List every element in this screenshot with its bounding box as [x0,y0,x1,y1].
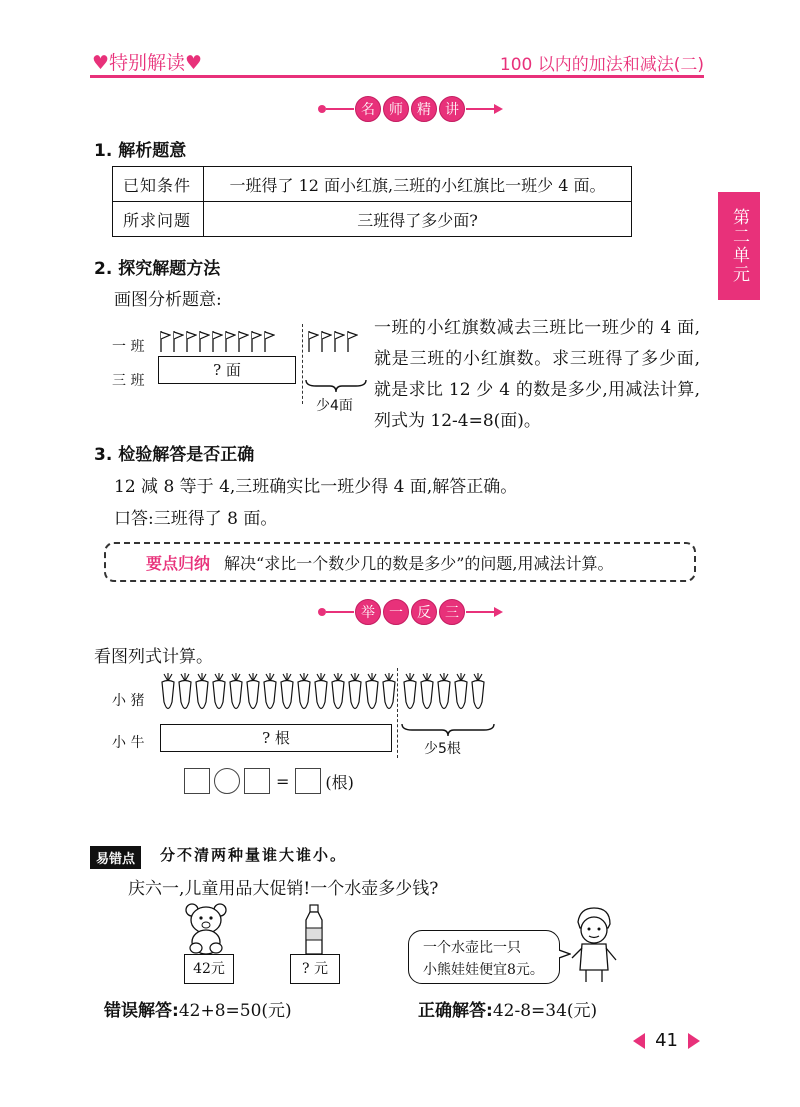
error-question: 庆六一,儿童用品大促销!一个水壶多少钱? [128,879,439,899]
teddy-bear-icon [180,900,232,956]
banner-char: 名 [355,96,381,122]
wrong-answer [104,996,292,1021]
brace-label: 少5根 [424,741,461,757]
correct-answer [418,996,597,1021]
banner-one-to-three [318,598,503,626]
bear-price-tag: 42元 [184,954,234,984]
carrot-icon [160,672,176,720]
equation-unit: (根) [325,772,354,792]
result-blank[interactable] [295,768,321,794]
flag-icon [160,330,170,352]
banner-char: 讲 [439,96,465,122]
label-cow: 小 牛 [112,735,145,751]
equals-sign: = [276,771,290,791]
flag-icon [264,330,274,352]
header-chapter-title: 100 以内的加法和减法(二) [499,55,704,75]
carrot-icon [296,672,312,720]
table-cell-value: 三班得了多少面? [204,202,632,237]
carrot-icon [402,672,418,720]
correct-answer-value: 42-8=34(元) [492,1001,598,1021]
unit-side-tab: 第二单元 [718,192,760,300]
flag-icon [321,330,331,352]
section-2-title: 2. 探究解题方法 [94,259,221,279]
answer-blank[interactable] [244,768,270,794]
header-left-title: ♥特别解读♥ [92,52,203,74]
child-figure-icon [566,904,622,984]
carrot-icon [313,672,329,720]
banner-char: 三 [439,599,465,625]
flag-icon [251,330,261,352]
carrot-icon [279,672,295,720]
table-cell-value: 一班得了 12 面小红旗,三班的小红旗比一班少 4 面。 [204,167,632,202]
banner-char: 反 [411,599,437,625]
verify-line: 12 减 8 等于 4,三班确实比一班少得 4 面,解答正确。 [114,477,518,497]
flag-icon [308,330,318,352]
table-cell-label: 已知条件 [113,167,204,202]
bottle-price-tag: ? 元 [290,954,340,984]
label-pig: 小 猪 [112,693,145,709]
flag-icon [225,330,235,352]
flags-right-group [308,330,360,352]
water-bottle-icon [300,904,328,956]
flags-left-group [160,330,277,352]
carrot-icon [381,672,397,720]
table-row [113,202,632,237]
wrong-answer-value: 42+8=50(元) [178,1001,292,1021]
flag-icon [212,330,222,352]
equation-blanks [184,768,354,794]
carrot-icon [470,672,486,720]
wrong-answer-label: 错误解答: [104,1001,179,1021]
carrot-icon [194,672,210,720]
class-3-bar: ? 面 [158,356,296,384]
carrot-icon [347,672,363,720]
problem-info-table [112,166,632,237]
carrot-icon [262,672,278,720]
carrot-icon [453,672,469,720]
flag-icon [334,330,344,352]
operator-blank[interactable] [214,768,240,794]
flag-icon [173,330,183,352]
carrots-right-group [402,672,487,720]
brace-label: 少4面 [316,398,353,414]
label-class-3: 三 班 [112,373,145,389]
divider-dashed [397,668,398,758]
key-point-text: 解决“求比一个数少几的数是多少”的问题,用减法计算。 [224,553,614,573]
brace-shape [304,378,368,394]
label-class-1: 一 班 [112,339,145,355]
table-row [113,167,632,202]
flag-icon [199,330,209,352]
answer-blank[interactable] [184,768,210,794]
error-title: 分不清两种量谁大谁小。 [160,846,348,864]
carrot-icon [245,672,261,720]
banner-char: 一 [383,599,409,625]
carrots-left-group [160,672,398,720]
section-2-intro: 画图分析题意: [114,290,222,310]
section-3-title: 3. 检验解答是否正确 [94,445,255,465]
key-point-box [104,542,696,582]
answer-line: 口答:三班得了 8 面。 [114,509,278,529]
banner-arrow [494,104,503,114]
banner-master-lecture [318,95,503,123]
section-1-title: 1. 解析题意 [94,141,187,161]
carrot-icon [228,672,244,720]
method-explanation: 一班的小红旗数减去三班比一班少的 4 面,就是三班的小红旗数。求三班得了多少面,就是求比 12 少 4 的数是多少,用减法计算,列式为 12-4=8(面)。 [374,318,700,431]
flag-icon [186,330,196,352]
carrot-icon [330,672,346,720]
carrot-icon [364,672,380,720]
header-divider [90,75,704,78]
divider-dashed [302,324,303,404]
correct-answer-label: 正确解答: [418,1001,493,1021]
flag-icon [347,330,357,352]
banner-char: 师 [383,96,409,122]
practice-prompt: 看图列式计算。 [94,647,213,667]
speech-line: 小熊娃娃便宜8元。 [423,962,544,978]
page-number: 41 [655,1030,678,1051]
carrot-icon [177,672,193,720]
flag-icon [238,330,248,352]
cow-bar: ? 根 [160,724,392,752]
carrot-icon [436,672,452,720]
next-triangle-icon [688,1033,700,1049]
carrot-icon [419,672,435,720]
banner-char: 精 [411,96,437,122]
banner-dot [318,105,326,113]
banner-char: 举 [355,599,381,625]
error-prone-tag: 易错点 [90,846,141,869]
speech-bubble [408,930,560,984]
brace-shape [400,722,496,738]
key-point-tag: 要点归纳 [146,553,211,573]
page-number-area [633,1030,700,1051]
table-cell-label: 所求问题 [113,202,204,237]
speech-line: 一个水壶比一只 [423,940,521,956]
banner-dot [318,608,326,616]
carrot-icon [211,672,227,720]
banner-arrow [494,607,503,617]
prev-triangle-icon [633,1033,645,1049]
